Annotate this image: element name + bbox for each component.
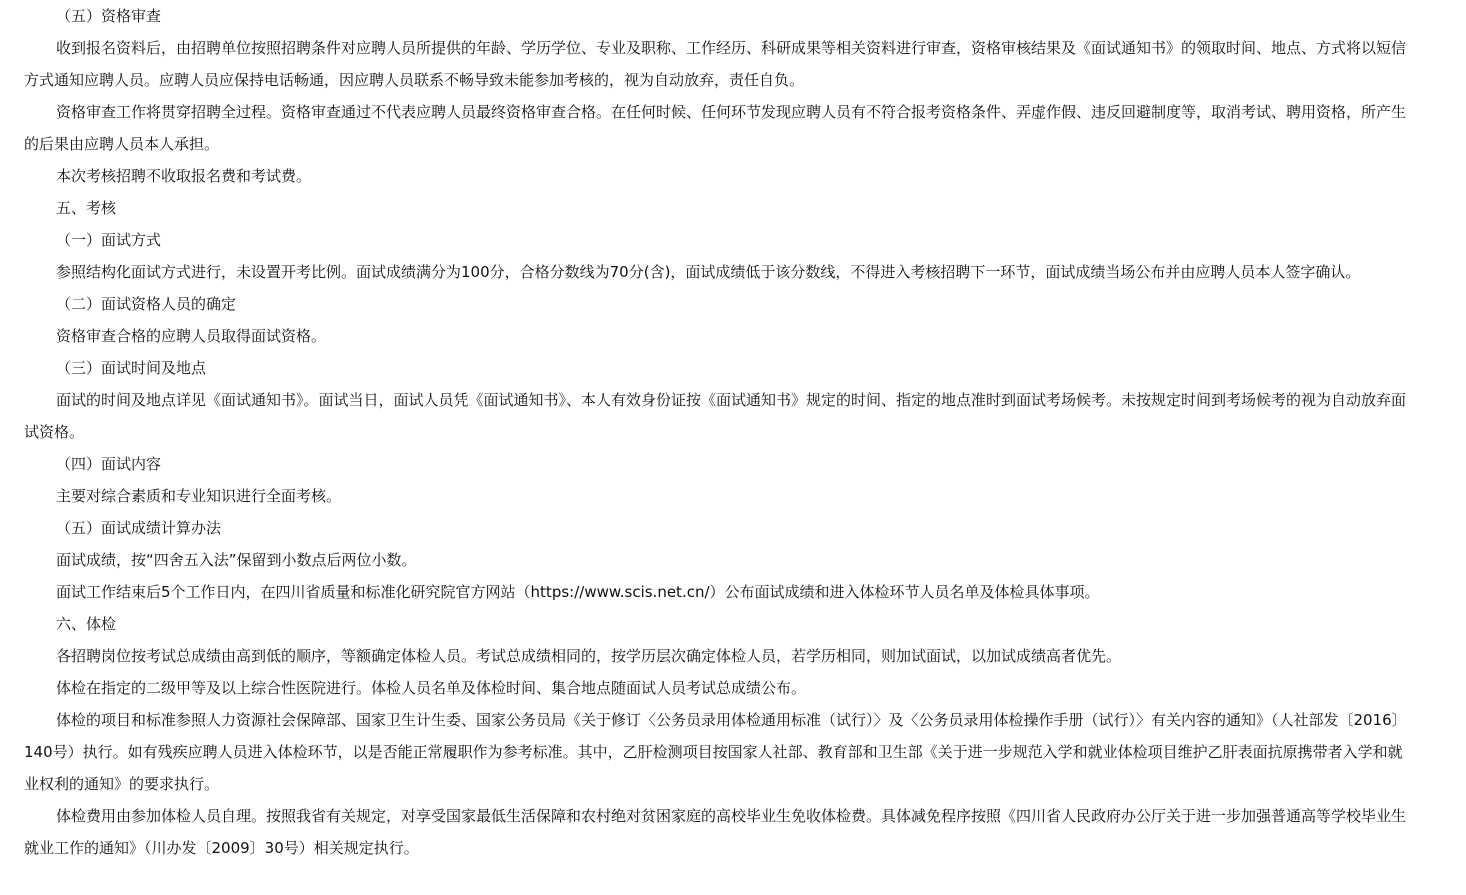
paragraph-interview-method: 参照结构化面试方式进行，未设置开考比例。面试成绩满分为100分，合格分数线为70分(含)，面试成绩低于该分数线，不得进入考核招聘下一环节，面试成绩当场公布并由应聘人员本人签字确认。 — [56, 263, 1361, 281]
paragraph-exam-fees: 体检费用由参加体检人员自理。按照我省有关规定，对享受国家最低生活保障和农村绝对贫困家庭的高校毕业生免收体检费。具体减免程序按照《四川省人民政府办公厅关于进一步加强普通高等学校毕业生就业工作的通知》（川办发〔2009〕30号）相关规定执行。 — [24, 807, 1407, 857]
section-heading-physical-exam: 六、体检 — [56, 615, 117, 633]
subheading-score-calculation: （五）面试成绩计算办法 — [56, 519, 222, 537]
paragraph-no-fees: 本次考核招聘不收取报名费和考试费。 — [56, 167, 312, 185]
paragraph-review-process: 收到报名资料后，由招聘单位按照招聘条件对应聘人员所提供的年龄、学历学位、专业及职称、工作经历、科研成果等相关资料进行审查，资格审核结果及《面试通知书》的领取时间、地点、方式将以短信方式通知应聘人员。应聘人员应保持电话畅通，因应聘人员联系不畅导致未能参加考核的，视为自动放弃，责任自负。 — [24, 39, 1407, 89]
subheading-interview-method: （一）面试方式 — [56, 231, 162, 249]
paragraph-score-publication: 面试工作结束后5个工作日内，在四川省质量和标准化研究院官方网站（https://www.scis.net.cn/）公布面试成绩和进入体检环节人员名单及体检具体事项。 — [56, 583, 1100, 601]
section-heading-qualification-review: （五）资格审查 — [56, 7, 162, 25]
paragraph-score-rounding: 面试成绩，按“四舍五入法”保留到小数点后两位小数。 — [56, 551, 417, 569]
paragraph-exam-hospital: 体检在指定的二级甲等及以上综合性医院进行。体检人员名单及体检时间、集合地点随面试人员考试总成绩公布。 — [56, 679, 807, 697]
paragraph-interview-eligibility: 资格审查合格的应聘人员取得面试资格。 — [56, 327, 327, 345]
paragraph-exam-standards: 体检的项目和标准参照人力资源社会保障部、国家卫生计生委、国家公务员局《关于修订〈公务员录用体检通用标准（试行）〉及〈公务员录用体检操作手册（试行）〉有关内容的通知》（人社部发〔2016〕140号）执行。如有残疾应聘人员进入体检环节，以是否能正常履职作为参考标准。其中，乙肝检测项目按国家人社部、教育部和卫生部《关于进一步规范入学和就业体检项目维护乙肝表面抗原携带者入学和就业权利的通知》的要求执行。 — [24, 711, 1407, 793]
subheading-interview-time-place: （三）面试时间及地点 — [56, 359, 207, 377]
document-body — [24, 0, 1416, 864]
paragraph-exam-selection: 各招聘岗位按考试总成绩由高到低的顺序，等额确定体检人员。考试总成绩相同的，按学历层次确定体检人员，若学历相同，则加试面试，以加试成绩高者优先。 — [56, 647, 1122, 665]
section-heading-assessment: 五、考核 — [56, 199, 117, 217]
subheading-interview-eligibility: （二）面试资格人员的确定 — [56, 295, 237, 313]
subheading-interview-content: （四）面试内容 — [56, 455, 162, 473]
paragraph-review-throughout: 资格审查工作将贯穿招聘全过程。资格审查通过不代表应聘人员最终资格审查合格。在任何时候、任何环节发现应聘人员有不符合报考资格条件、弄虚作假、违反回避制度等，取消考试、聘用资格，所产生的后果由应聘人员本人承担。 — [24, 103, 1407, 153]
paragraph-interview-time-place: 面试的时间及地点详见《面试通知书》。面试当日，面试人员凭《面试通知书》、本人有效身份证按《面试通知书》规定的时间、指定的地点准时到面试考场候考。未按规定时间到考场候考的视为自动放弃面试资格。 — [24, 391, 1407, 441]
paragraph-interview-content: 主要对综合素质和专业知识进行全面考核。 — [56, 487, 342, 505]
